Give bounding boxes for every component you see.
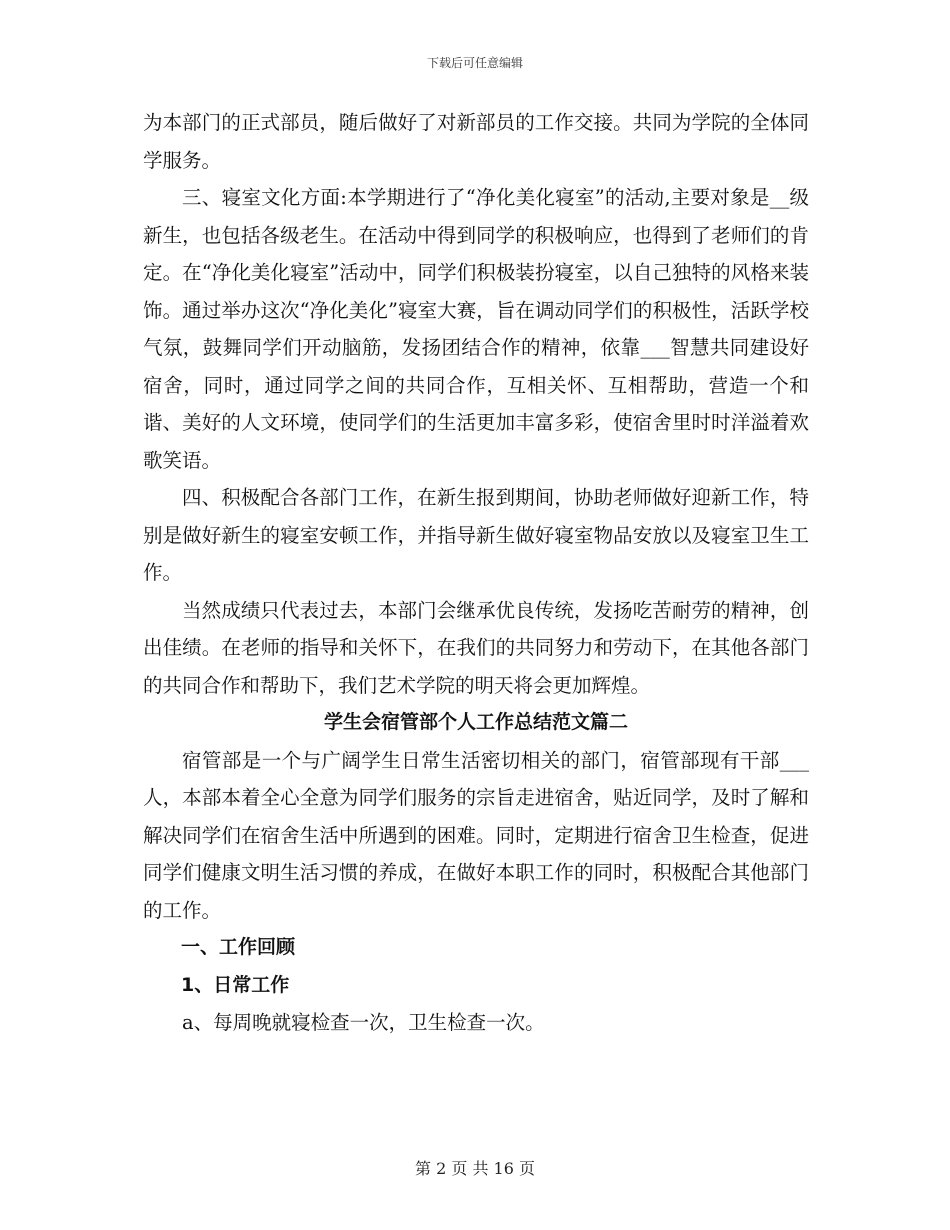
paragraph-continuation: 为本部门的正式部员，随后做好了对新部员的工作交接。共同为学院的全体同学服务。 (143, 111, 809, 172)
list-item-a: a、每周晚就寝检查一次，卫生检查一次。 (182, 1011, 545, 1034)
paragraph-conclusion: 当然成绩只代表过去，本部门会继承优良传统，发扬吃苦耐劳的精神，创出佳绩。在老师的指导和关怀下，在我们的共同努力和劳动下，在其他各部门的共同合作和帮助下，我们艺术学院的明天将会更加辉煌。 (143, 598, 809, 697)
page-header-note: 下载后可任意编辑 (426, 56, 523, 70)
paragraph-cooperation: 四、积极配合各部门工作，在新生报到期间，协助老师做好迎新工作，特别是做好新生的寝室安顿工作，并指导新生做好寝室物品安放以及寝室卫生工作。 (143, 486, 809, 584)
document-body (143, 104, 809, 1042)
heading-work-review: 一、工作回顾 (181, 936, 296, 958)
heading-daily-work: 1、日常工作 (181, 973, 290, 996)
page-number: 第 2 页 共 16 页 (415, 1159, 535, 1178)
section-title: 学生会宿管部个人工作总结范文篇二 (323, 711, 628, 733)
paragraph-dorm-culture: 三、寝室文化方面:本学期进行了“净化美化寝室”的活动,主要对象是__级新生，也包括各级老生。在活动中得到同学的积极响应，也得到了老师们的肯定。在“净化美化寝室”活动中，同学们积极装扮寝室，以自己独特的风格来装饰。通过举办这次“净化美化”寝室大赛，旨在调动同学们的积极性，活跃学校气氛，鼓舞同学们开动脑筋，发扬团结合作的精神，依靠___智慧共同建设好宿舍，同时，通过同学之间的共同合作，互相关怀、互相帮助，营造一个和谐、美好的人文环境，使同学们的生活更加丰富多彩，使宿舍里时时洋溢着欢歌笑语。 (143, 186, 809, 472)
paragraph-intro: 宿管部是一个与广阔学生日常生活密切相关的部门，宿管部现有干部___人，本部本着全心全意为同学们服务的宗旨走进宿舍，贴近同学，及时了解和解决同学们在宿舍生活中所遇到的困难。同时，定期进行宿舍卫生检查，促进同学们健康文明生活习惯的养成，在做好本职工作的同时，积极配合其他部门的工作。 (143, 748, 809, 922)
